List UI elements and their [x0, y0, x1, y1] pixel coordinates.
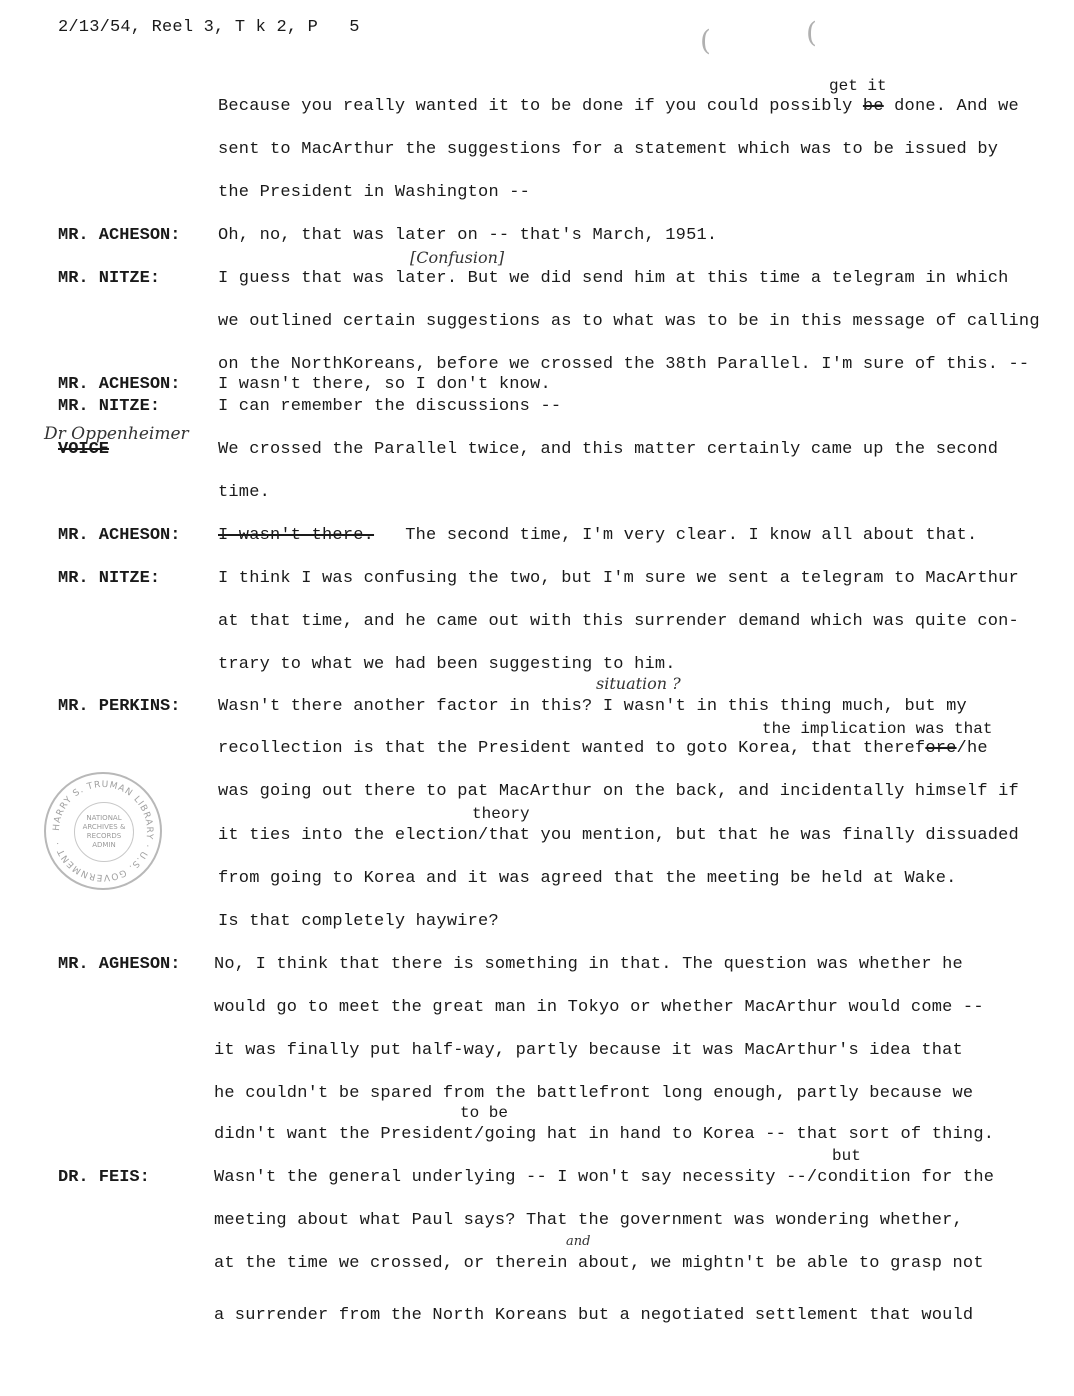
transcript-line: No, I think that there is something in that. The question was whether he — [214, 955, 963, 974]
insert-get-it: get it — [829, 77, 887, 95]
speaker-feis: DR. FEIS: — [58, 1168, 150, 1187]
speaker-acheson: MR. ACHESON: — [58, 226, 181, 245]
transcript-line: we outlined certain suggestions as to what was to be in this message of calling — [218, 312, 1040, 331]
transcript-line: didn't want the President/going hat in hand to Korea -- that sort of thing. — [214, 1125, 995, 1144]
speaker-acheson: MR. AGHESON: — [58, 955, 181, 974]
transcript-line: from going to Korea and it was agreed that the meeting be held at Wake. — [218, 869, 957, 888]
transcript-line: time. — [218, 483, 271, 502]
stamp-center: NATIONAL ARCHIVES & RECORDS ADMIN — [74, 802, 134, 862]
speaker-nitze: MR. NITZE: — [58, 397, 161, 416]
transcript-line: sent to MacArthur the suggestions for a statement which was to be issued by — [218, 140, 999, 159]
transcript-line: Wasn't there another factor in this? I wasn't in this thing much, but my — [218, 697, 967, 716]
handwritten-speaker-correction: Dr Oppenheimer — [44, 424, 189, 444]
transcript-line: was going out there to pat MacArthur on the back, and incidentally himself if — [218, 782, 1019, 801]
handwritten-situation: situation ? — [596, 674, 681, 693]
transcript-line: Wasn't the general underlying -- I won't say necessity --/condition for the — [214, 1168, 995, 1187]
speaker-voice: VOICE — [58, 440, 110, 459]
handwritten-and: and — [566, 1234, 591, 1249]
speaker-acheson: MR. ACHESON: — [58, 526, 181, 545]
handwritten-confusion: [Confusion] — [410, 248, 505, 267]
insert-implication: the implication was that — [762, 720, 993, 738]
transcript-line: We crossed the Parallel twice, and this matter certainly came up the second — [218, 440, 999, 459]
struck-text: be — [862, 97, 884, 116]
page-header — [58, 18, 360, 38]
margin-mark-left: ( — [700, 24, 711, 57]
speaker-nitze: MR. NITZE: — [58, 569, 161, 588]
transcript-line: would go to meet the great man in Tokyo or whether MacArthur would come -- — [214, 998, 984, 1017]
margin-mark-right: ( — [806, 16, 817, 49]
transcript-line: it ties into the election/that you mention, but that he was finally dissuaded — [218, 826, 1019, 845]
transcript-line: meeting about what Paul says? That the government was wondering whether, — [214, 1211, 963, 1230]
header-reel: Reel 3, — [151, 18, 225, 37]
transcript-line: a surrender from the North Koreans but a negotiated settlement that would — [214, 1306, 974, 1325]
transcript-line: I can remember the discussions -- — [218, 397, 562, 416]
insert-but: but — [832, 1147, 861, 1165]
transcript-line: recollection is that the President wanted to goto Korea, that therefore/he — [218, 739, 988, 758]
transcript-line: the President in Washington -- — [218, 183, 531, 202]
speaker-acheson: MR. ACHESON: — [58, 375, 181, 394]
struck-text: I wasn't there. — [218, 526, 375, 545]
transcript-line: at the time we crossed, or therein about, we mightn't be able to grasp not — [214, 1254, 984, 1273]
transcript-line: Is that completely haywire? — [218, 912, 499, 931]
speaker-nitze: MR. NITZE: — [58, 269, 161, 288]
header-page-label: P — [307, 18, 319, 37]
transcript-line: I wasn't there, so I don't know. — [218, 375, 551, 394]
header-date: 2/13/54, — [58, 18, 142, 37]
speaker-perkins: MR. PERKINS: — [58, 697, 181, 716]
transcript-line: I wasn't there. The second time, I'm very clear. I know all about that. — [218, 526, 978, 545]
transcript-line: at that time, and he came out with this surrender demand which was quite con- — [218, 612, 1019, 631]
transcript-line: I think I was confusing the two, but I'm sure we sent a telegram to MacArthur — [218, 569, 1019, 588]
transcript-line: trary to what we had been suggesting to him. — [218, 655, 676, 674]
insert-to-be: to be — [460, 1104, 509, 1122]
archives-stamp — [44, 772, 162, 890]
transcript-line: it was finally put half-way, partly because it was MacArthur's idea that — [214, 1041, 963, 1060]
transcript-line: Because you really wanted it to be done if you could possibly be done. And we — [218, 97, 1019, 116]
transcript-line: on the NorthKoreans, before we crossed the 38th Parallel. I'm sure of this. -- — [218, 355, 1030, 374]
transcript-line: I guess that was later. But we did send him at this time a telegram in which — [218, 269, 1009, 288]
struck-text: ore — [925, 739, 957, 758]
header-page-number: 5 — [349, 18, 360, 37]
insert-theory: theory — [472, 805, 530, 823]
header-track: T k 2, — [234, 18, 298, 37]
stamp-ring-text: HARRY S. TRUMAN LIBRARY · U.S. GOVERNMENT · — [51, 779, 155, 883]
transcript-line: he couldn't be spared from the battlefront long enough, partly because we — [214, 1084, 974, 1103]
transcript-line: Oh, no, that was later on -- that's March, 1951. — [218, 226, 718, 245]
